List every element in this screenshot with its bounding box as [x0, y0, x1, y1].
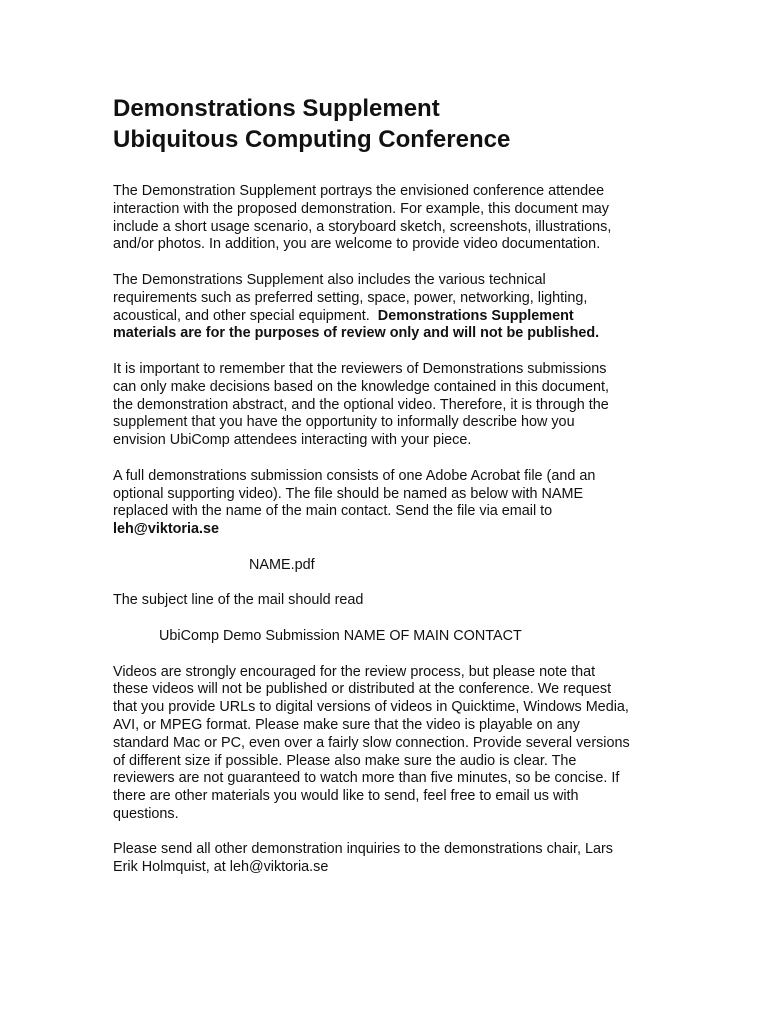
- text-line: that you provide URLs to digital versions of videos in Quicktime, Windows Media,: [113, 699, 629, 716]
- videos-paragraph: [113, 664, 673, 824]
- text-line: The Demonstration Supplement portrays the envisioned conference attendee: [113, 183, 605, 199]
- text-line: replaced with the name of the main contact. Send the file via email to: [113, 503, 553, 520]
- subject-intro: [113, 592, 673, 610]
- title-line-1: Demonstrations Supplement: [113, 95, 440, 122]
- document-page: [113, 93, 673, 877]
- intro-paragraph: [113, 183, 673, 254]
- text-line: The subject line of the mail should read: [113, 592, 364, 609]
- text-line: The Demonstrations Supplement also includes the various technical: [113, 271, 546, 288]
- text-line: supplement that you have the opportunity to informally describe how you: [113, 414, 575, 431]
- text-line: AVI, or MPEG format. Please make sure that the video is playable on any: [113, 716, 580, 733]
- text-line: interaction with the proposed demonstration. For example, this document may: [113, 200, 609, 217]
- text-line: questions.: [113, 805, 179, 822]
- text-line: of different size if possible. Please also make sure the audio is clear. The: [113, 752, 577, 769]
- text-line: envision UbiComp attendees interacting with your piece.: [113, 432, 472, 449]
- submission-email: leh@viktoria.se: [113, 521, 220, 538]
- subject-line-text: UbiComp Demo Submission NAME OF MAIN CONTACT: [159, 627, 522, 644]
- text-line: the demonstration abstract, and the optional video. Therefore, it is through the: [113, 396, 609, 413]
- text-line: optional supporting video). The file should be named as below with NAME: [113, 485, 584, 502]
- title-line-2: Ubiquitous Computing Conference: [113, 126, 511, 153]
- text-line: requirements such as preferred setting, space, power, networking, lighting,: [113, 289, 588, 306]
- bold-notice-text: materials are for the purposes of review only and will not be published.: [113, 325, 600, 342]
- text-line: can only make decisions based on the knowledge contained in this document,: [113, 378, 609, 395]
- text-line: and/or photos. In addition, you are welcome to provide video documentation.: [113, 236, 601, 253]
- text-line: include a short usage scenario, a storyboard sketch, screenshots, illustrations,: [113, 218, 612, 235]
- reviewers-paragraph: [113, 361, 673, 450]
- text-span: acoustical, and other special equipment.: [113, 307, 378, 324]
- bold-notice-text: Demonstrations Supplement: [377, 307, 574, 324]
- inquiries-paragraph: [113, 841, 673, 877]
- filename-text: NAME.pdf: [249, 556, 315, 573]
- submission-paragraph: [113, 468, 673, 539]
- text-line: standard Mac or PC, even over a fairly slow connection. Provide several versions: [113, 734, 630, 751]
- filename-example: [113, 557, 673, 575]
- technical-paragraph: [113, 272, 673, 343]
- text-line: Please send all other demonstration inquiries to the demonstrations chair, Lars: [113, 841, 613, 858]
- text-line: Erik Holmquist, at leh@viktoria.se: [113, 859, 329, 876]
- text-line: reviewers are not guaranteed to watch more than five minutes, so be concise. If: [113, 770, 620, 787]
- subject-line-example: [113, 628, 673, 646]
- text-line: Videos are strongly encouraged for the review process, but please note that: [113, 663, 596, 680]
- text-line: these videos will not be published or distributed at the conference. We request: [113, 681, 612, 698]
- text-line: [113, 308, 673, 326]
- text-line: It is important to remember that the reviewers of Demonstrations submissions: [113, 360, 607, 377]
- text-line: there are other materials you would like to send, feel free to email us with: [113, 788, 579, 805]
- text-line: A full demonstrations submission consists of one Adobe Acrobat file (and an: [113, 467, 596, 484]
- document-title: [113, 93, 673, 155]
